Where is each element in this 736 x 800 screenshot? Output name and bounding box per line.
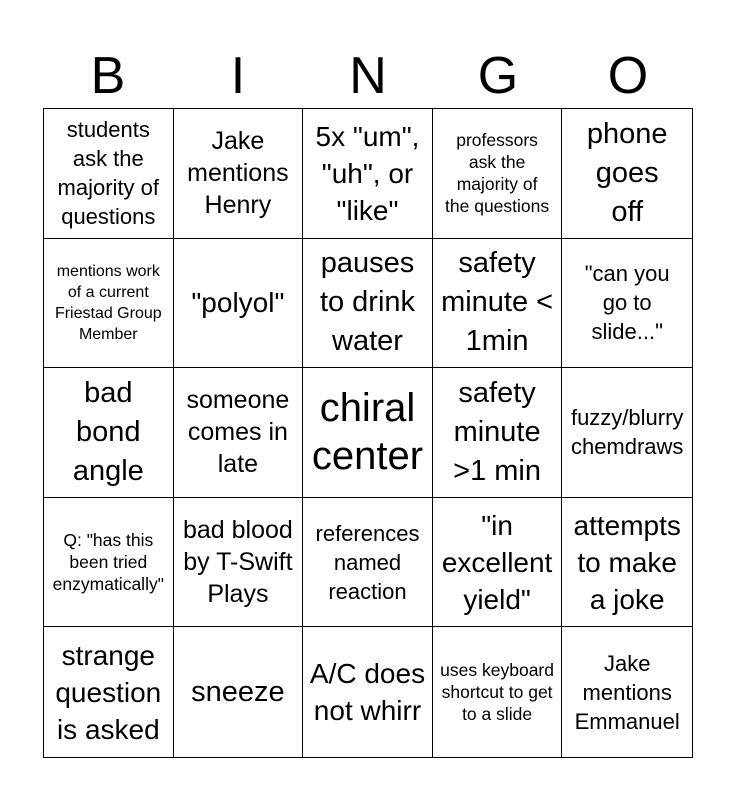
bingo-cell (44, 627, 174, 757)
cell-text: professors ask the majority of the questions (445, 130, 550, 217)
bingo-cell (44, 498, 174, 628)
cell-text: 5x "um", "uh", or "like" (315, 120, 420, 226)
bingo-cell (303, 498, 433, 628)
header-letter-b: B (90, 47, 126, 105)
cell-text: bad blood by T-Swift Plays (182, 516, 293, 609)
bingo-cell (433, 627, 563, 757)
cell-text: A/C does not whirr (309, 658, 426, 727)
bingo-cell (44, 239, 174, 369)
bingo-cell (44, 368, 174, 498)
bingo-cell (433, 239, 563, 369)
header-letter-i: I (230, 47, 246, 105)
cell-text: references named reaction (315, 520, 420, 604)
cell-text: Jake mentions Henry (187, 127, 289, 220)
cell-text: pauses to drink water (319, 247, 416, 358)
bingo-cell (303, 109, 433, 239)
bingo-cell (174, 627, 304, 757)
bingo-grid (43, 108, 693, 758)
cell-text: students ask the majority of questions (57, 117, 160, 230)
cell-text: safety minute < 1min (441, 247, 554, 358)
header-letter-o: O (607, 47, 649, 105)
cell-text: Q: "has this been tried enzymatically" (52, 530, 164, 595)
cell-text: bad bond angle (72, 376, 144, 487)
bingo-cell (433, 498, 563, 628)
cell-text: safety minute >1 min (453, 376, 542, 487)
cell-text: strange question is asked (55, 639, 162, 745)
bingo-header (43, 46, 693, 106)
cell-text: someone comes in late (186, 386, 290, 479)
cell-text: chiral center (311, 386, 424, 479)
bingo-cell (433, 109, 563, 239)
cell-text: uses keyboard shortcut to get to a slide (440, 660, 554, 725)
bingo-cell free-space (303, 368, 433, 498)
bingo-cell (174, 368, 304, 498)
cell-text: attempts to make a joke (573, 509, 681, 615)
cell-text: Jake mentions Emmanuel (574, 650, 680, 734)
bingo-cell (562, 627, 692, 757)
bingo-cell (174, 109, 304, 239)
bingo-cell (44, 109, 174, 239)
cell-text: fuzzy/blurry chemdraws (570, 405, 684, 460)
header-letter-n: N (349, 47, 387, 105)
bingo-cell (562, 239, 692, 369)
bingo-cell (303, 627, 433, 757)
bingo-cell (174, 239, 304, 369)
cell-text: "in excellent yield" (441, 509, 553, 615)
bingo-cell (303, 239, 433, 369)
bingo-cell (562, 498, 692, 628)
bingo-cell (562, 109, 692, 239)
cell-text: mentions work of a current Friestad Group Member (54, 262, 162, 343)
cell-text: sneeze (191, 675, 285, 708)
cell-text: "polyol" (191, 287, 285, 319)
bingo-cell (174, 498, 304, 628)
bingo-cell (562, 368, 692, 498)
cell-text: "can you go to slide..." (584, 261, 670, 345)
header-letter-g: G (477, 47, 519, 105)
bingo-cell (433, 368, 563, 498)
cell-text: phone goes off (586, 117, 668, 228)
